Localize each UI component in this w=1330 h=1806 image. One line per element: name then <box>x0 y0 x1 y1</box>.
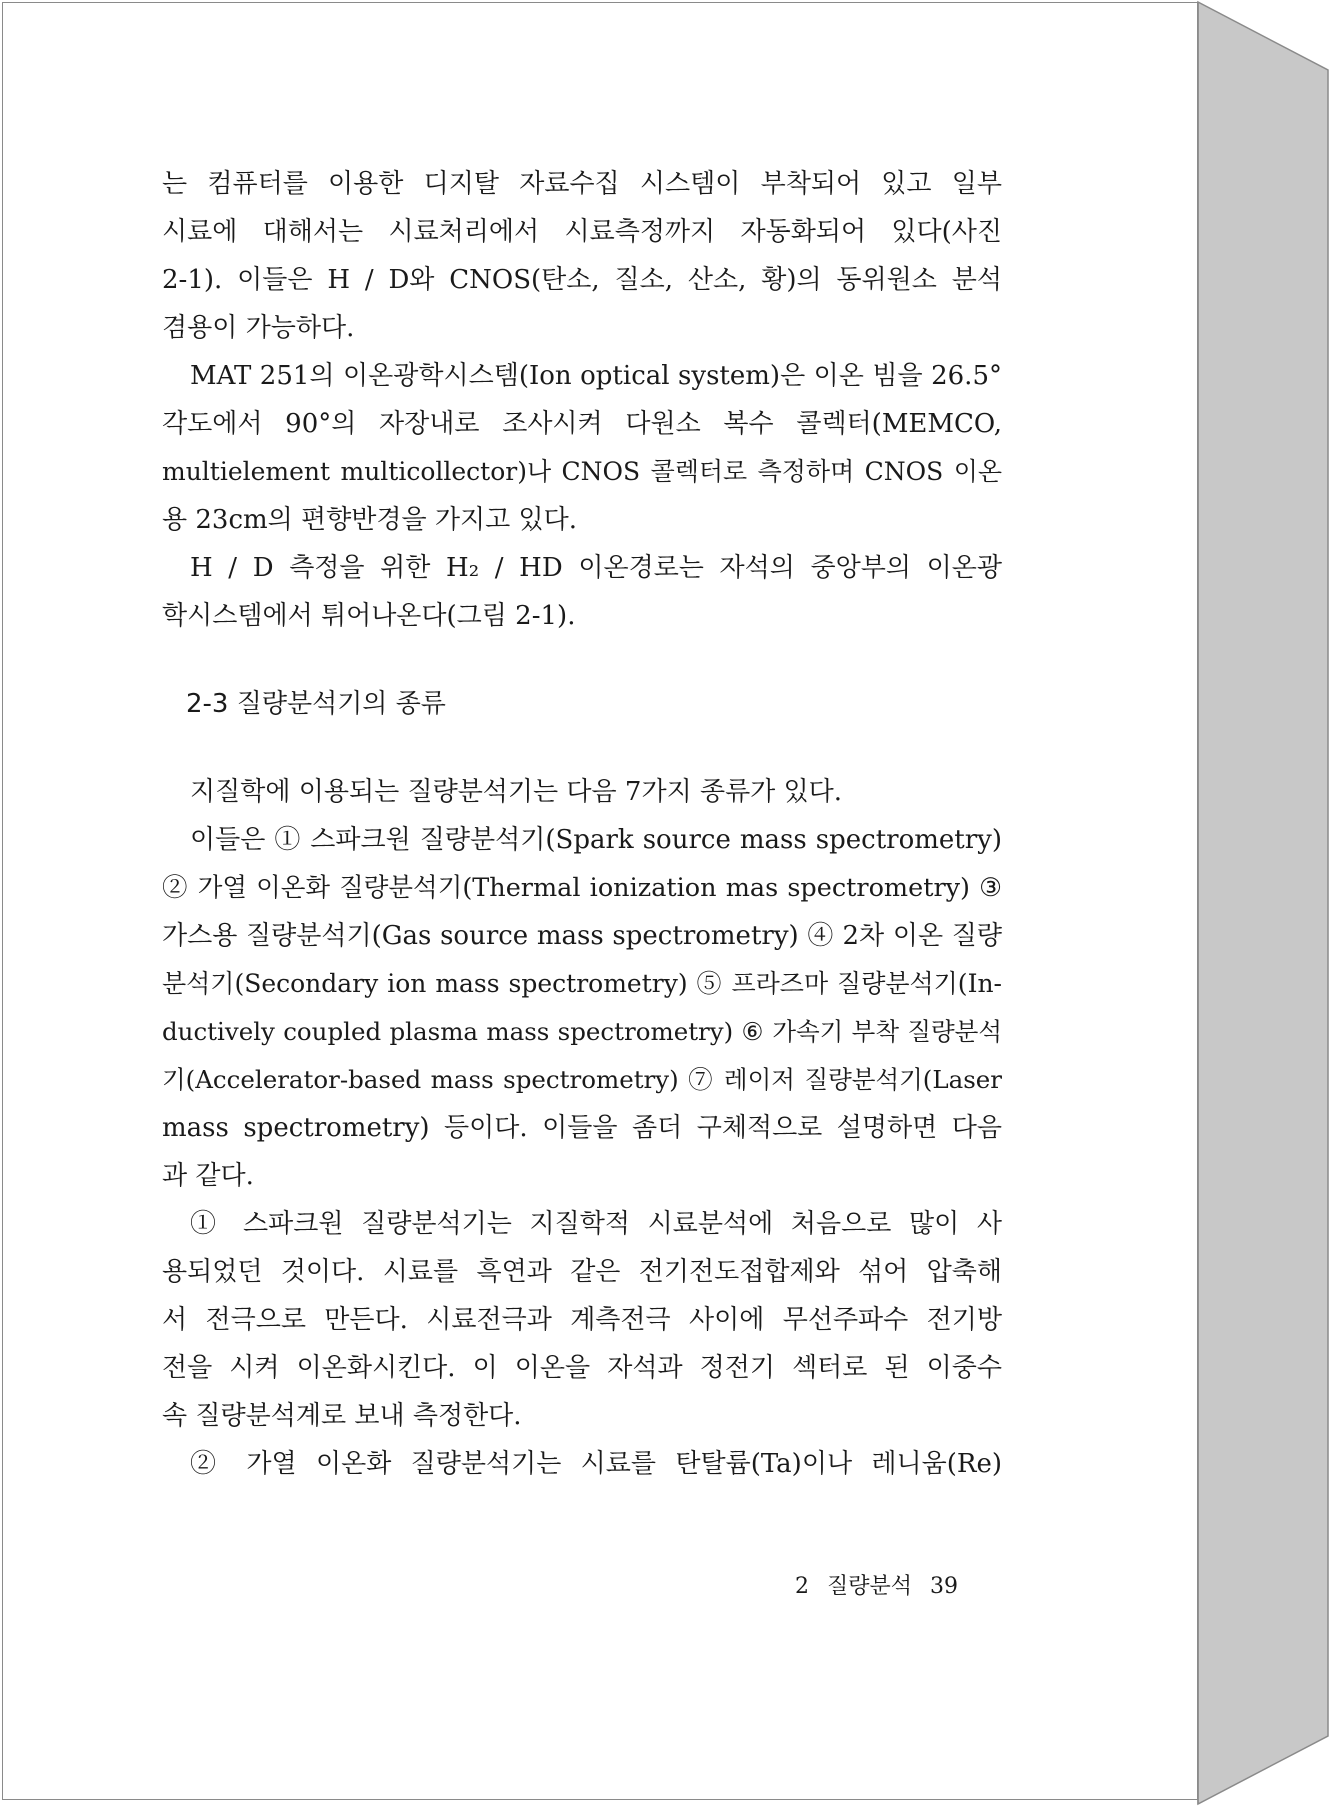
text-line: 분석기(Secondary ion mass spectrometry) ⑤ 프라즈마 질량분석기(In- <box>162 969 1002 998</box>
footer-chapter-title: 질량분석 <box>827 1574 913 1599</box>
text-line: ② 가열 이온화 질량분석기는 시료를 탄탈륨(Ta)이나 레니움(Re) <box>190 1449 1002 1479</box>
text-line: 겸용이 가능하다. <box>162 313 355 343</box>
text-line: MAT 251의 이온광학시스템(Ion optical system)은 이온 빔을 26.5° <box>190 361 1002 391</box>
text-line: ① 스파크원 질량분석기는 지질학적 시료분석에 처음으로 많이 사 <box>190 1209 1002 1239</box>
text-line: 는 컴퓨터를 이용한 디지탈 자료수집 시스템이 부착되어 있고 일부 <box>162 169 1002 199</box>
text-line: ductively coupled plasma mass spectrometry) ⑥ 가속기 부착 질량분석 <box>162 1017 1002 1046</box>
text-line: 각도에서 90°의 자장내로 조사시켜 다원소 복수 콜렉터(MEMCO, <box>162 409 1002 439</box>
text-line: 용 23cm의 편향반경을 가지고 있다. <box>162 505 578 535</box>
text-line: 학시스템에서 튀어나온다(그림 2-1). <box>162 601 576 631</box>
footer-chapter-number: 2 <box>795 1574 809 1599</box>
text-line: ② 가열 이온화 질량분석기(Thermal ionization mas spectrometry) ③ <box>162 873 1002 903</box>
body-text <box>162 160 1002 1488</box>
text-line: 이들은 ① 스파크원 질량분석기(Spark source mass spectrometry) <box>190 825 1002 855</box>
text-line: 가스용 질량분석기(Gas source mass spectrometry) ④ 2차 이온 질량 <box>162 921 1002 951</box>
text-line: multielement multicollector)나 CNOS 콜렉터로 측정하며 CNOS 이온 <box>162 457 1002 486</box>
text-line: mass spectrometry) 등이다. 이들을 좀더 구체적으로 설명하면 다음 <box>162 1113 1002 1143</box>
text-line: 과 같다. <box>162 1161 254 1191</box>
text-line: H / D 측정을 위한 H₂ / HD 이온경로는 자석의 중앙부의 이온광 <box>190 553 1002 583</box>
text-line: 서 전극으로 만든다. 시료전극과 계측전극 사이에 무선주파수 전기방 <box>162 1305 1002 1335</box>
text-line: 시료에 대해서는 시료처리에서 시료측정까지 자동화되어 있다(사진 <box>162 217 1002 247</box>
text-line: 2-1). 이들은 H / D와 CNOS(탄소, 질소, 산소, 황)의 동위원소 분석 <box>162 265 1002 295</box>
text-line: 속 질량분석계로 보내 측정한다. <box>162 1401 522 1431</box>
text-line: 기(Accelerator-based mass spectrometry) ⑦ 레이저 질량분석기(Laser <box>162 1065 1002 1094</box>
page-footer <box>795 1567 976 1607</box>
text-line: 전을 시켜 이온화시킨다. 이 이온을 자석과 정전기 섹터로 된 이중수 <box>162 1353 1002 1383</box>
text-line: 용되었던 것이다. 시료를 흑연과 같은 전기전도접합제와 섞어 압축해 <box>162 1257 1002 1287</box>
section-heading: 2-3 질량분석기의 종류 <box>186 689 446 719</box>
page-number: 39 <box>930 1574 959 1599</box>
text-line: 지질학에 이용되는 질량분석기는 다음 7가지 종류가 있다. <box>190 777 843 807</box>
